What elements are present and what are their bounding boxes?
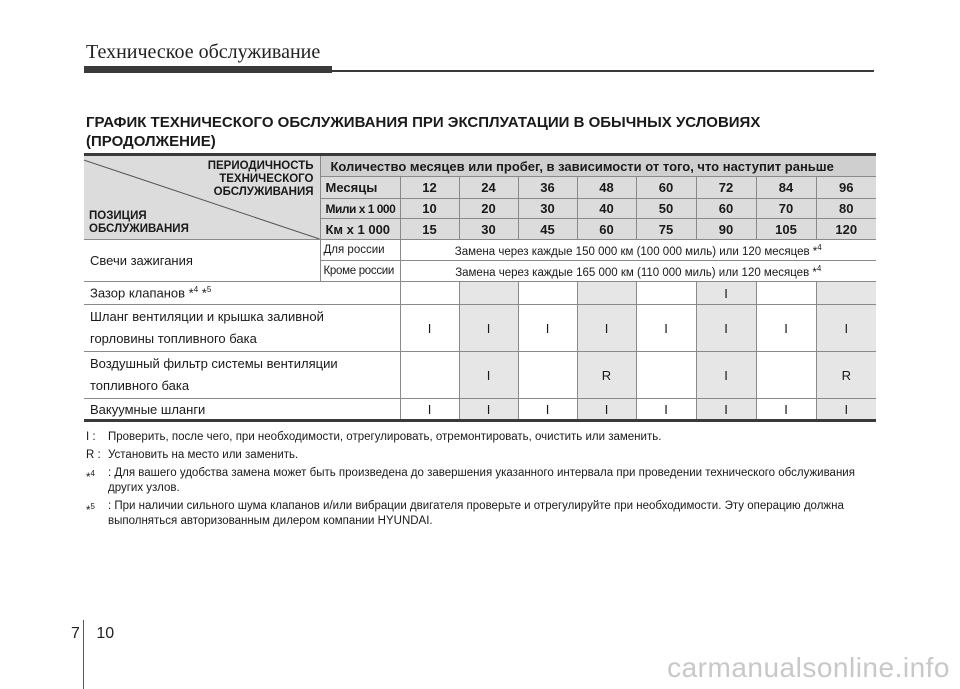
- item-vent-hose: Шланг вентиляции и крышка заливной горловины топливного бака: [84, 305, 400, 352]
- km-label: Км x 1 000: [320, 219, 400, 240]
- page-header-title: Техническое обслуживание: [86, 41, 321, 63]
- miles-value: 70: [756, 199, 816, 219]
- months-value: 12: [400, 177, 459, 199]
- months-value: 72: [696, 177, 756, 199]
- miles-value: 30: [518, 199, 577, 219]
- km-value: 45: [518, 219, 577, 240]
- km-value: 30: [459, 219, 518, 240]
- note-inspect: I : Проверить, после чего, при необходимости, отрегулировать, отремонтировать, очистить или заменить.: [86, 431, 662, 443]
- vent-hose-value: I: [400, 305, 459, 352]
- valve-value: [518, 282, 577, 305]
- km-value: 60: [577, 219, 636, 240]
- air-filter-value: I: [459, 352, 518, 399]
- km-value: 90: [696, 219, 756, 240]
- item-air-filter: Воздушный фильтр системы вентиляции топливного бака: [84, 352, 400, 399]
- miles-value: 10: [400, 199, 459, 219]
- km-value: 120: [816, 219, 876, 240]
- note-star5: *$^5$ : При наличии сильного шума клапанов и/или вибрации двигателя проверьте и отрегулируйте при необходимости. Эту операцию должна выполняться авторизованным дилером компании HYUNDAI.: [86, 500, 844, 527]
- valve-value: [756, 282, 816, 305]
- vent-hose-value: I: [577, 305, 636, 352]
- months-value: 24: [459, 177, 518, 199]
- months-value: 96: [816, 177, 876, 199]
- vent-hose-value: I: [816, 305, 876, 352]
- maintenance-schedule-table: [84, 153, 876, 422]
- vacuum-value: I: [696, 399, 756, 421]
- note-star4: *$^4$ : Для вашего удобства замена может быть произведена до завершения указанного интервала при проведении технического обслуживания других узлов.: [86, 467, 855, 494]
- spark-russia-label: Для россии: [320, 240, 400, 261]
- vent-hose-value: I: [636, 305, 696, 352]
- miles-value: 80: [816, 199, 876, 219]
- vent-hose-value: I: [756, 305, 816, 352]
- vacuum-value: I: [459, 399, 518, 421]
- valve-value: [400, 282, 459, 305]
- air-filter-value: R: [577, 352, 636, 399]
- note-replace: R : Установить на место или заменить.: [86, 449, 299, 461]
- item-spark-plugs: Свечи зажигания: [84, 240, 320, 282]
- item-valve-clearance: Зазор клапанов *$^4$ *$^5$: [84, 282, 400, 305]
- months-label: Месяцы: [320, 177, 400, 199]
- miles-value: 50: [636, 199, 696, 219]
- table-corner-cell: [84, 155, 320, 240]
- chapter-number: 7: [71, 625, 80, 642]
- item-vacuum-hoses: Вакуумные шланги: [84, 399, 400, 421]
- spark-russia-text: Замена через каждые 150 000 км (100 000 миль) или 120 месяцев *$^4$: [400, 240, 876, 261]
- watermark: carmanualsonline.info: [667, 652, 950, 683]
- footnotes: [86, 430, 876, 532]
- vacuum-value: I: [400, 399, 459, 421]
- miles-label: Мили x 1 000: [320, 199, 400, 219]
- page-in-chapter: 10: [96, 625, 115, 642]
- vacuum-value: I: [816, 399, 876, 421]
- months-value: 48: [577, 177, 636, 199]
- vacuum-value: I: [577, 399, 636, 421]
- header-rule-thin: [332, 70, 874, 72]
- corner-position-label: ПОЗИЦИЯ ОБСЛУЖИВАНИЯ: [89, 210, 189, 235]
- air-filter-value: R: [816, 352, 876, 399]
- page-separator: [83, 620, 84, 689]
- header-rule-thick: [84, 66, 332, 73]
- valve-value: [459, 282, 518, 305]
- air-filter-value: I: [696, 352, 756, 399]
- vent-hose-value: I: [459, 305, 518, 352]
- spark-other-label: Кроме россии: [320, 261, 400, 282]
- page-number: [71, 625, 114, 643]
- valve-value: [636, 282, 696, 305]
- air-filter-value: [400, 352, 459, 399]
- air-filter-value: [756, 352, 816, 399]
- valve-value: [577, 282, 636, 305]
- miles-value: 40: [577, 199, 636, 219]
- months-value: 36: [518, 177, 577, 199]
- section-title: ГРАФИК ТЕХНИЧЕСКОГО ОБСЛУЖИВАНИЯ ПРИ ЭКСПЛУАТАЦИИ В ОБЫЧНЫХ УСЛОВИЯХ (ПРОДОЛЖЕНИЕ): [86, 114, 761, 150]
- miles-value: 20: [459, 199, 518, 219]
- km-value: 105: [756, 219, 816, 240]
- months-value: 84: [756, 177, 816, 199]
- vacuum-value: I: [518, 399, 577, 421]
- km-value: 15: [400, 219, 459, 240]
- vent-hose-value: I: [696, 305, 756, 352]
- miles-value: 60: [696, 199, 756, 219]
- air-filter-value: [636, 352, 696, 399]
- km-value: 75: [636, 219, 696, 240]
- spark-other-text: Замена через каждые 165 000 км (110 000 миль) или 120 месяцев *$^4$: [400, 261, 876, 282]
- valve-value: I: [696, 282, 756, 305]
- air-filter-value: [518, 352, 577, 399]
- vent-hose-value: I: [518, 305, 577, 352]
- vacuum-value: I: [756, 399, 816, 421]
- vacuum-value: I: [636, 399, 696, 421]
- months-value: 60: [636, 177, 696, 199]
- valve-value: [816, 282, 876, 305]
- corner-period-label: ПЕРИОДИЧНОСТЬ ТЕХНИЧЕСКОГО ОБСЛУЖИВАНИЯ: [207, 160, 314, 198]
- interval-header: Количество месяцев или пробег, в зависимости от того, что наступит раньше: [320, 155, 876, 177]
